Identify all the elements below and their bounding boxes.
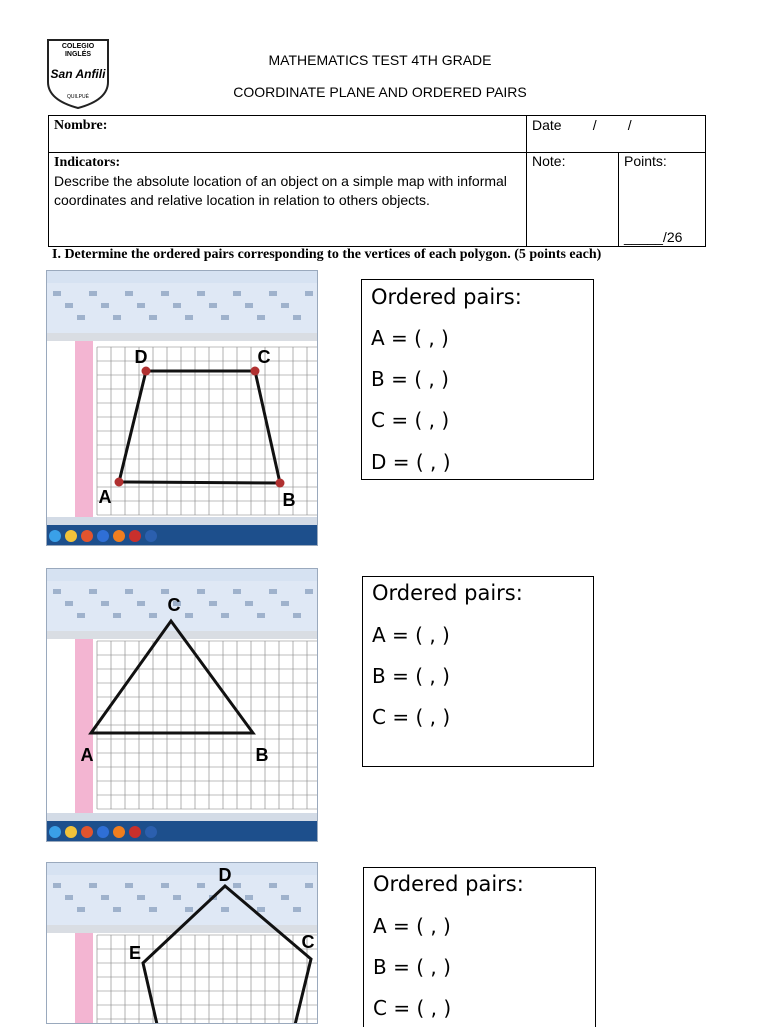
- status-bar: [47, 813, 318, 821]
- ribbon-button: [197, 589, 205, 594]
- ribbon-button: [233, 883, 241, 888]
- indicators-label: Indicators:: [54, 155, 121, 170]
- vertex-label-d: D: [134, 347, 148, 367]
- taskbar-app-icon: [81, 530, 93, 542]
- vertex-dot: [276, 479, 285, 488]
- ribbon-button: [257, 315, 265, 320]
- ribbon-button: [113, 907, 121, 912]
- ribbon-button: [269, 883, 277, 888]
- ribbon-toolbar: [47, 875, 318, 925]
- ribbon-button: [257, 613, 265, 618]
- test-title: MATHEMATICS TEST 4TH GRADE: [268, 52, 492, 68]
- vertex-label-b: B: [282, 490, 296, 510]
- taskbar-app-icon: [97, 826, 109, 838]
- vertex-label-c: C: [301, 932, 315, 952]
- svg-text:San Anfili: San Anfili: [50, 67, 106, 81]
- vertex-dot: [142, 367, 151, 376]
- ribbon-button: [305, 883, 313, 888]
- note-field: Note:: [527, 153, 619, 246]
- vertex-label-b: B: [255, 745, 269, 765]
- taskbar-app-icon: [129, 826, 141, 838]
- ribbon-button: [221, 315, 229, 320]
- ribbon-button: [269, 291, 277, 296]
- test-subtitle: COORDINATE PLANE AND ORDERED PAIRS: [233, 84, 527, 100]
- taskbar-app-icon: [145, 530, 157, 542]
- ribbon-button: [53, 883, 61, 888]
- ribbon-button: [137, 895, 145, 900]
- ribbon-button: [65, 895, 73, 900]
- ribbon-button: [53, 291, 61, 296]
- svg-text:QUILPUÉ: QUILPUÉ: [67, 94, 89, 100]
- page-margin: [75, 639, 93, 842]
- ribbon-button: [293, 315, 301, 320]
- school-logo: [46, 38, 110, 110]
- exercise-2-pairs-box: [362, 576, 594, 767]
- pair-d: D = ( , ): [371, 450, 451, 474]
- vertex-label-a: A: [98, 487, 112, 507]
- vertex-dot: [115, 478, 124, 487]
- ribbon-button: [209, 601, 217, 606]
- taskbar-app-icon: [65, 826, 77, 838]
- ribbon-button: [305, 291, 313, 296]
- taskbar-app-icon: [97, 530, 109, 542]
- ribbon-button: [281, 895, 289, 900]
- ribbon-toolbar: [47, 581, 318, 631]
- page-margin: [75, 933, 93, 1024]
- pair-a: A = ( , ): [372, 623, 450, 647]
- ribbon-button: [125, 589, 133, 594]
- ribbon-button: [185, 315, 193, 320]
- ribbon-button: [197, 291, 205, 296]
- student-info-table: [48, 115, 706, 247]
- exercise-2-screenshot: [46, 568, 318, 842]
- indicators-text: Describe the absolute location of an object on a simple map with informal coordinates and relative location in relation to others objects.: [54, 173, 507, 208]
- svg-text:COLEGIO: COLEGIO: [61, 43, 95, 50]
- ribbon-button: [269, 589, 277, 594]
- ribbon-button: [197, 883, 205, 888]
- window-titlebar: [47, 569, 318, 581]
- taskbar-app-icon: [129, 530, 141, 542]
- ribbon-button: [161, 291, 169, 296]
- pair-c: C = ( , ): [373, 996, 452, 1020]
- ribbon-button: [161, 589, 169, 594]
- ribbon-button: [77, 613, 85, 618]
- ribbon-button: [101, 895, 109, 900]
- ribbon-button: [101, 601, 109, 606]
- ribbon-button: [281, 303, 289, 308]
- vertex-label-c: C: [257, 347, 271, 367]
- ribbon-button: [113, 315, 121, 320]
- ribbon-button: [173, 895, 181, 900]
- vertex-label-e: E: [128, 943, 142, 963]
- pair-c: C = ( , ): [371, 408, 450, 432]
- ribbon-button: [161, 883, 169, 888]
- points-value: _____/26: [624, 229, 683, 245]
- ribbon-button: [221, 613, 229, 618]
- ordered-pairs-heading: Ordered pairs:: [371, 285, 522, 309]
- pair-c: C = ( , ): [372, 705, 451, 729]
- ribbon-button: [149, 315, 157, 320]
- exercise-3-screenshot: [46, 862, 318, 1024]
- ribbon-button: [233, 291, 241, 296]
- ribbon-button: [101, 303, 109, 308]
- taskbar-app-icon: [49, 826, 61, 838]
- instructions: I. Determine the ordered pairs corresponding to the vertices of each polygon. (5 points each): [52, 247, 602, 262]
- taskbar-app-icon: [65, 530, 77, 542]
- ribbon-button: [89, 589, 97, 594]
- ribbon-button: [149, 613, 157, 618]
- vertex-label-d: D: [218, 865, 232, 885]
- ribbon-button: [281, 601, 289, 606]
- ribbon-button: [89, 291, 97, 296]
- exercise-1-pairs-box: [361, 279, 594, 480]
- ribbon-button: [149, 907, 157, 912]
- svg-text:INGLÉS: INGLÉS: [64, 51, 92, 58]
- vertex-label-a: A: [80, 745, 94, 765]
- taskbar-app-icon: [145, 826, 157, 838]
- window-titlebar: [47, 863, 318, 875]
- ordered-pairs-heading: Ordered pairs:: [372, 581, 523, 605]
- ribbon-button: [65, 303, 73, 308]
- pair-b: B = ( , ): [373, 955, 451, 979]
- ribbon-button: [305, 589, 313, 594]
- ribbon-button: [137, 303, 145, 308]
- window-titlebar: [47, 271, 318, 283]
- ribbon-button: [137, 601, 145, 606]
- ribbon-button: [125, 291, 133, 296]
- ribbon-button: [245, 895, 253, 900]
- ordered-pairs-heading: Ordered pairs:: [373, 872, 524, 896]
- ribbon-button: [221, 907, 229, 912]
- ribbon-button: [257, 907, 265, 912]
- taskbar-app-icon: [113, 530, 125, 542]
- date-field: Date / /: [527, 116, 705, 153]
- ruler: [47, 333, 318, 341]
- vertex-dot: [251, 367, 260, 376]
- ribbon-button: [185, 613, 193, 618]
- ribbon-button: [185, 907, 193, 912]
- ribbon-toolbar: [47, 283, 318, 333]
- ribbon-button: [53, 589, 61, 594]
- points-field: [619, 153, 705, 246]
- ribbon-button: [173, 303, 181, 308]
- taskbar-app-icon: [113, 826, 125, 838]
- ribbon-button: [245, 303, 253, 308]
- ribbon-button: [293, 613, 301, 618]
- pair-b: B = ( , ): [372, 664, 450, 688]
- page-margin: [75, 341, 93, 546]
- taskbar-app-icon: [49, 530, 61, 542]
- ribbon-button: [113, 613, 121, 618]
- pair-b: B = ( , ): [371, 367, 449, 391]
- vertex-label-c: C: [167, 595, 181, 615]
- ribbon-button: [65, 601, 73, 606]
- ribbon-button: [233, 589, 241, 594]
- pair-a: A = ( , ): [373, 914, 451, 938]
- taskbar-app-icon: [81, 826, 93, 838]
- ribbon-button: [89, 883, 97, 888]
- ribbon-button: [293, 907, 301, 912]
- indicators-cell: [49, 153, 527, 246]
- status-bar: [47, 517, 318, 525]
- ribbon-button: [77, 907, 85, 912]
- ribbon-button: [77, 315, 85, 320]
- ribbon-button: [125, 883, 133, 888]
- exercise-3-pairs-box: [363, 867, 596, 1027]
- points-label: Points:: [624, 153, 667, 169]
- pair-a: A = ( , ): [371, 326, 449, 350]
- ribbon-button: [209, 303, 217, 308]
- ribbon-button: [245, 601, 253, 606]
- name-label: Nombre:: [49, 116, 527, 153]
- exercise-1-screenshot: [46, 270, 318, 546]
